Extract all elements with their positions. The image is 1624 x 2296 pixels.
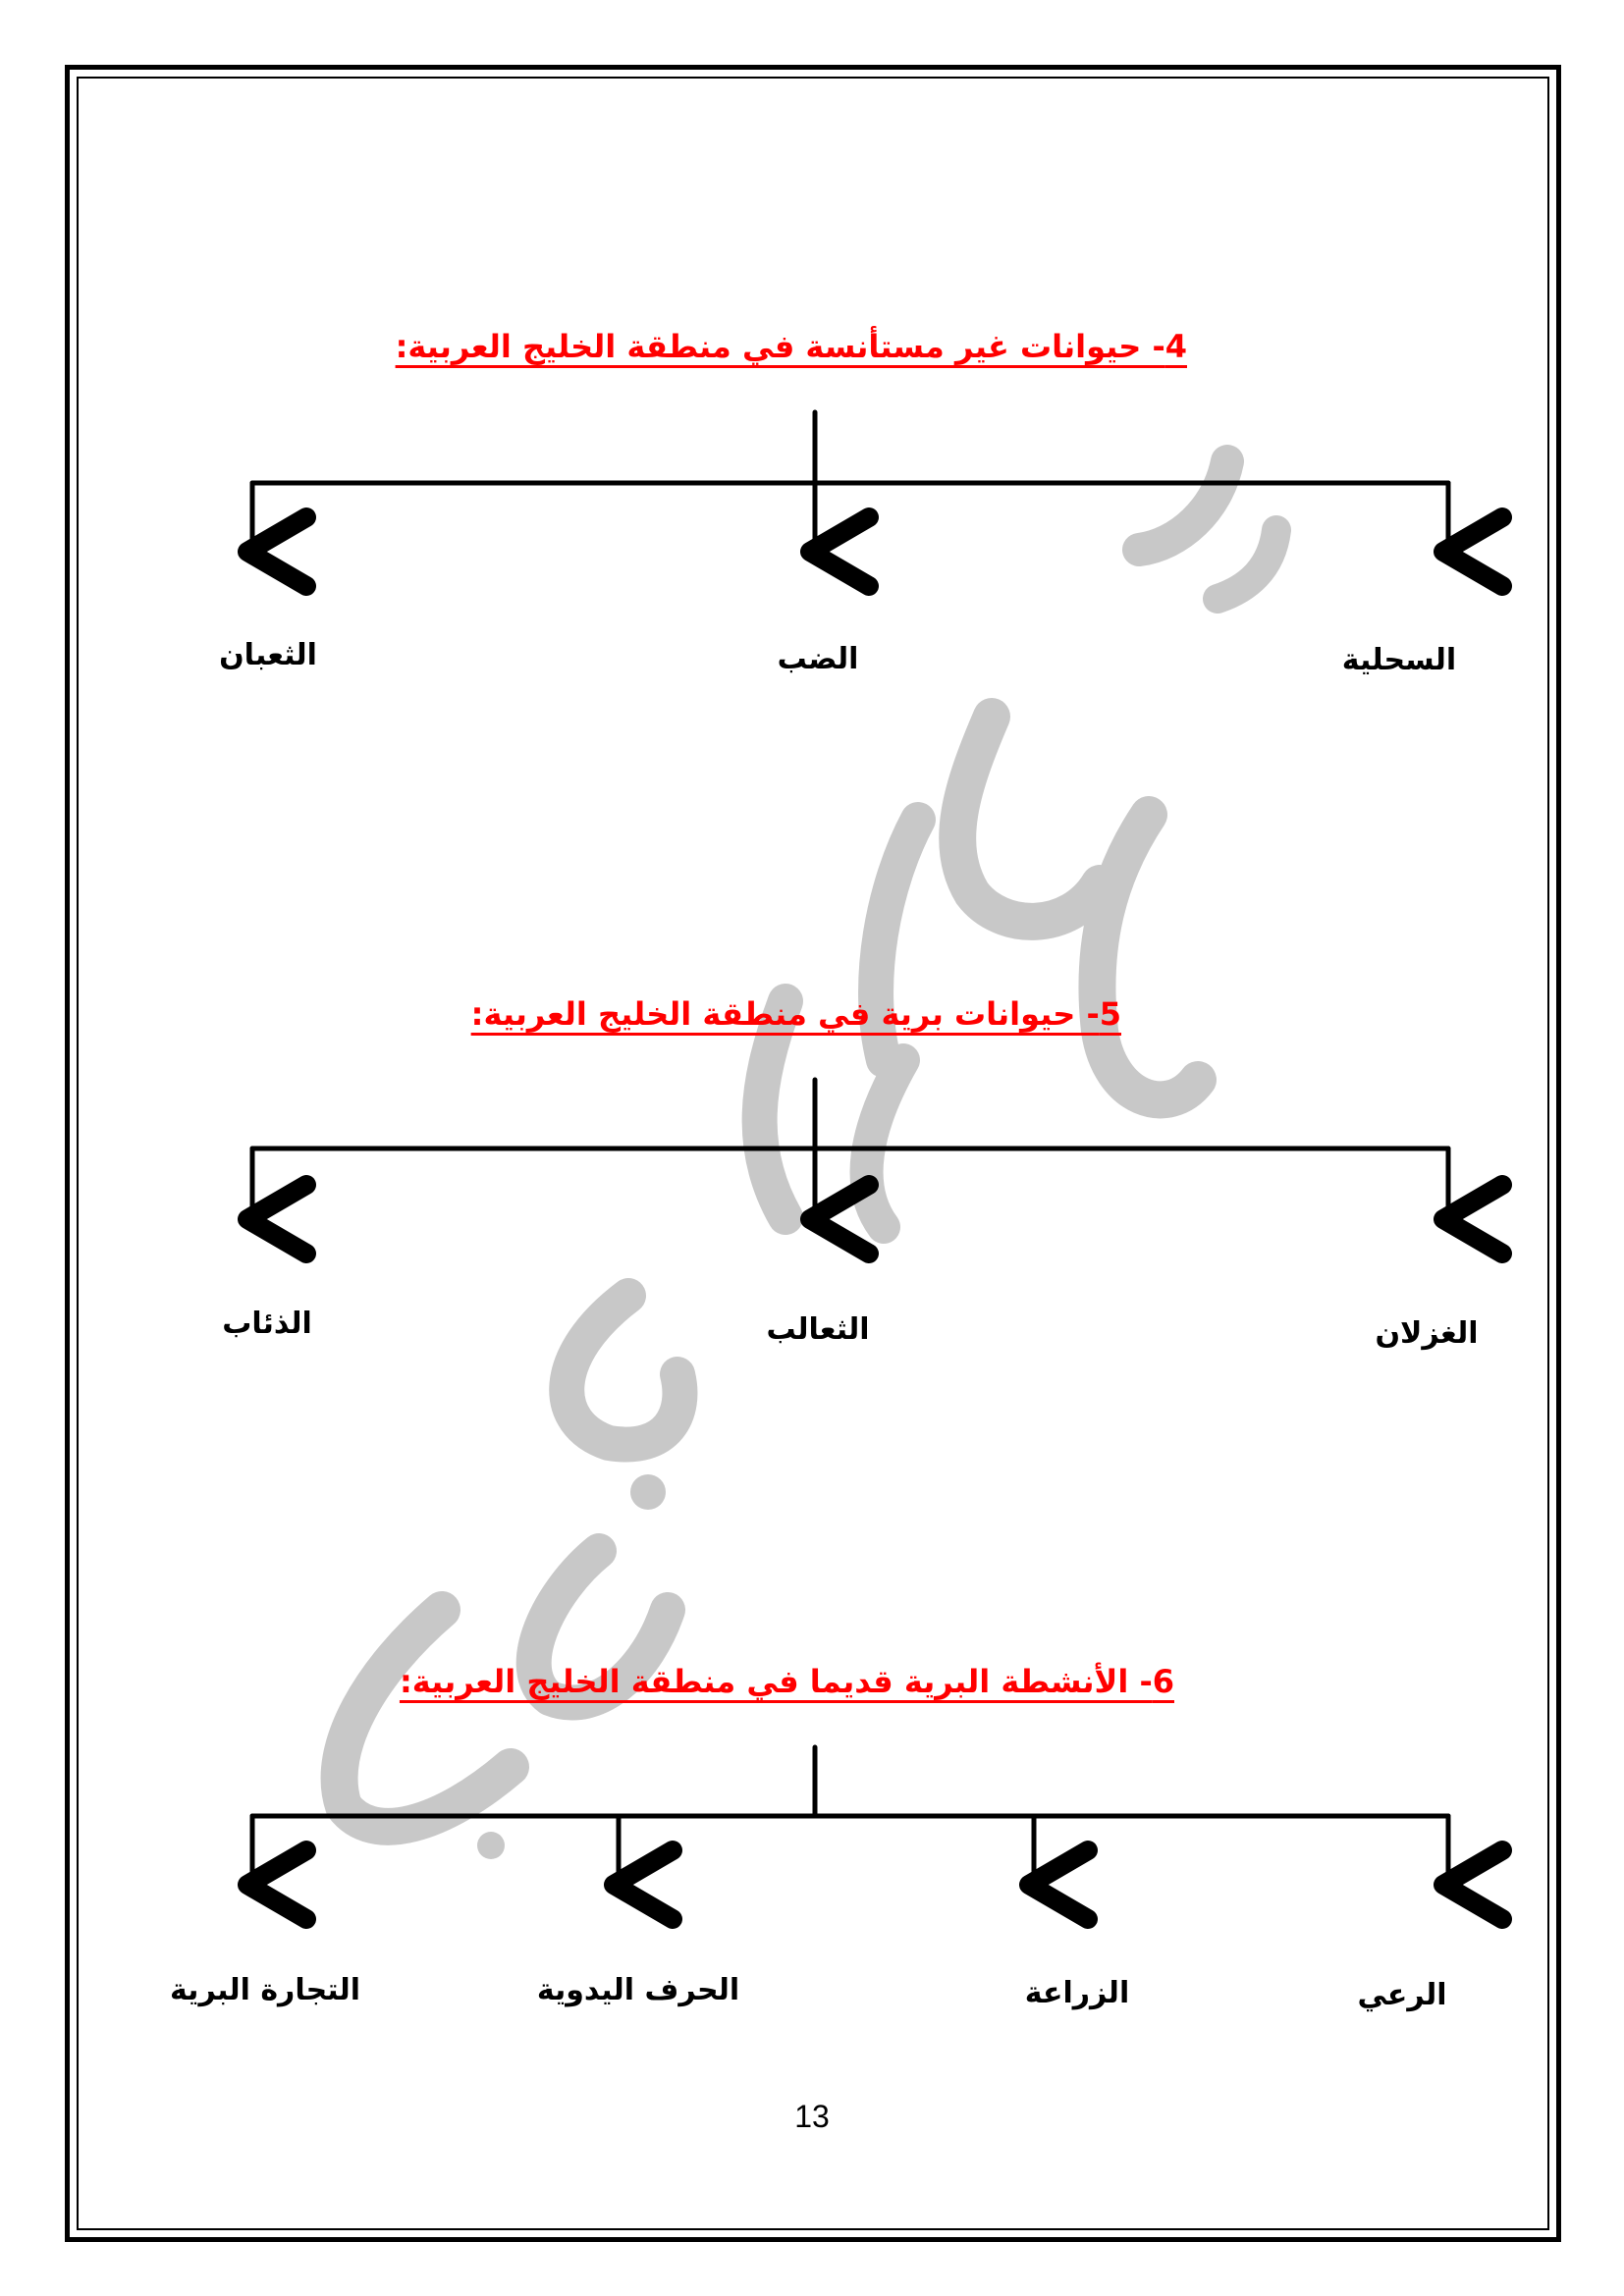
section-6-item-1: الرعي: [1357, 1978, 1447, 2012]
section-4-item-3: الثعبان: [219, 638, 317, 672]
section-6-item-4: التجارة البرية: [169, 1973, 361, 2007]
tree-section-6: [252, 1747, 1448, 1885]
section-4-heading: 4- حيوانات غير مستأنسة في منطقة الخليج العربية:: [395, 328, 1187, 365]
section-5-item-1: الغزلان: [1375, 1316, 1479, 1351]
section-6-item-2: الزراعة: [1024, 1976, 1130, 2010]
section-5-item-3: الذئاب: [222, 1307, 312, 1341]
section-5-heading: 5- حيوانات برية في منطقة الخليج العربية:: [470, 995, 1121, 1033]
section-5-item-2: الثعالب: [766, 1312, 870, 1347]
section-6-heading: 6- الأنشطة البرية قديما في منطقة الخليج العربية:: [399, 1663, 1174, 1700]
section-4-item-2: الضب: [777, 642, 859, 676]
page-number: 13: [794, 2099, 830, 2134]
section-6-item-3: الحرف اليدوية: [536, 1973, 740, 2007]
tree-section-4: [252, 412, 1448, 560]
tree-section-5: [252, 1080, 1448, 1219]
section-4-item-1: السحلية: [1341, 643, 1457, 677]
